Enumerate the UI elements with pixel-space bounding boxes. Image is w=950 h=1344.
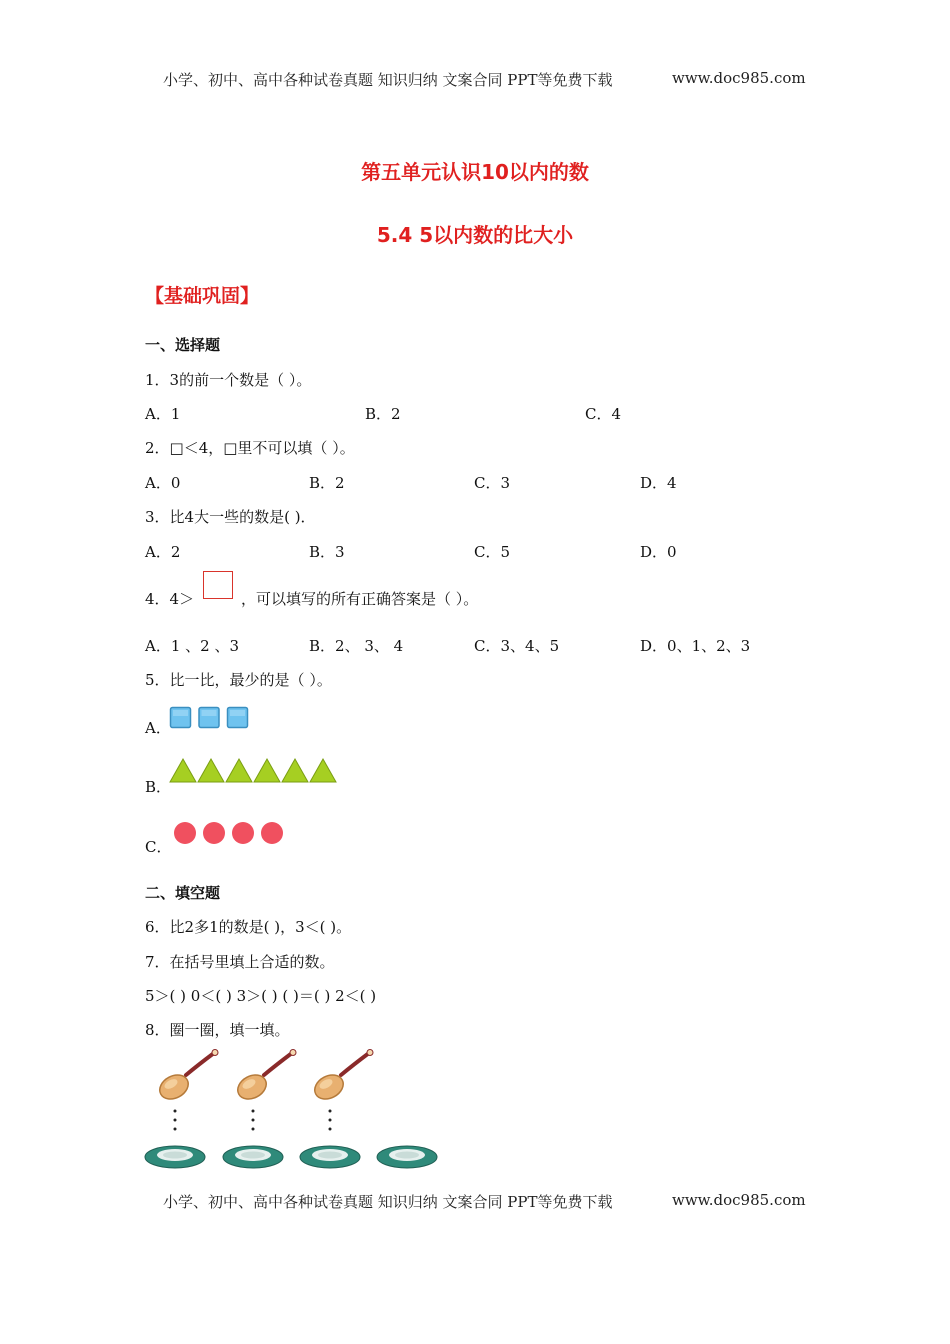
q3-option-c: C．5 <box>474 543 511 561</box>
q3-option-b: B．3 <box>309 543 345 561</box>
dotted-connector <box>174 1110 332 1131</box>
plate-icon <box>145 1146 205 1168</box>
circle-shape <box>261 822 283 844</box>
plate-icon <box>300 1146 360 1168</box>
spoons-plates-image <box>140 1045 450 1175</box>
part2-heading: 二、填空题 <box>145 884 221 902</box>
square-shape <box>228 708 248 728</box>
q3-option-a: A．2 <box>145 543 181 561</box>
q5-option-c: C． <box>145 838 172 856</box>
q2-stem: 2．□＜4，□里不可以填（ ）。 <box>145 439 355 457</box>
triangle-shape <box>198 759 224 782</box>
circle-shape <box>203 822 225 844</box>
plate-icon <box>377 1146 437 1168</box>
q2-option-b: B．2 <box>309 474 345 492</box>
q3-option-d: D．0 <box>640 543 677 561</box>
q8-text: 8．圈一圈，填一填。 <box>145 1021 290 1039</box>
q4-stem-post: ，可以填写的所有正确答案是（ ）。 <box>241 590 479 608</box>
spoon-icon <box>234 1050 296 1104</box>
q5-triangles-image <box>168 757 344 785</box>
header-url[interactable]: www.doc985.com <box>672 69 806 87</box>
section-label: 【基础巩固】 <box>145 285 260 307</box>
page-title: 第五单元认识10以内的数 <box>361 160 589 184</box>
q5-option-a: A． <box>145 719 171 737</box>
q2-option-d: D．4 <box>640 474 677 492</box>
spoon-icon <box>311 1050 373 1104</box>
q4-option-d: D．0、1、2、3 <box>640 637 751 655</box>
q5-stem: 5．比一比，最少的是（ ）。 <box>145 671 332 689</box>
q6-text: 6．比2多1的数是( )，3＜( )。 <box>145 918 352 936</box>
q1-option-a: A．1 <box>145 405 181 423</box>
q1-stem: 1．3的前一个数是（ ）。 <box>145 371 312 389</box>
q5-squares-image <box>168 705 258 731</box>
q1-option-b: B．2 <box>365 405 401 423</box>
triangle-shape <box>254 759 280 782</box>
plate-icon <box>223 1146 283 1168</box>
q5-option-b: B． <box>145 778 172 796</box>
q1-option-c: C．4 <box>585 405 622 423</box>
q5-circles-image <box>170 820 290 848</box>
triangle-shape <box>282 759 308 782</box>
spoon-icon <box>156 1050 218 1104</box>
q4-option-c: C．3、4、5 <box>474 637 560 655</box>
square-shape <box>171 708 191 728</box>
q2-option-a: A．0 <box>145 474 181 492</box>
header-text: 小学、初中、高中各种试卷真题 知识归纳 文案合同 PPT等免费下载 <box>163 71 613 89</box>
triangle-shape <box>170 759 196 782</box>
triangle-shape <box>226 759 252 782</box>
q3-stem: 3．比4大一些的数是( )． <box>145 508 316 526</box>
q4-option-b: B．2、 3、 4 <box>309 637 404 655</box>
footer-text: 小学、初中、高中各种试卷真题 知识归纳 文案合同 PPT等免费下载 <box>163 1193 613 1211</box>
part1-heading: 一、选择题 <box>145 336 221 354</box>
q2-option-c: C．3 <box>474 474 511 492</box>
square-shape <box>199 708 219 728</box>
q7-text: 7．在括号里填上合适的数。 <box>145 953 335 971</box>
footer-url[interactable]: www.doc985.com <box>672 1191 806 1209</box>
triangle-shape <box>310 759 336 782</box>
circle-shape <box>174 822 196 844</box>
q4-stem-pre: 4．4＞ <box>145 590 195 608</box>
q7-blanks: 5＞( ) 0＜( ) 3＞( ) ( )＝( ) 2＜( ) <box>145 987 377 1005</box>
q4-option-a: A．1 、2 、3 <box>145 637 239 655</box>
circle-shape <box>232 822 254 844</box>
page-subtitle: 5.4 5以内数的比大小 <box>376 223 574 247</box>
answer-box <box>203 571 233 599</box>
